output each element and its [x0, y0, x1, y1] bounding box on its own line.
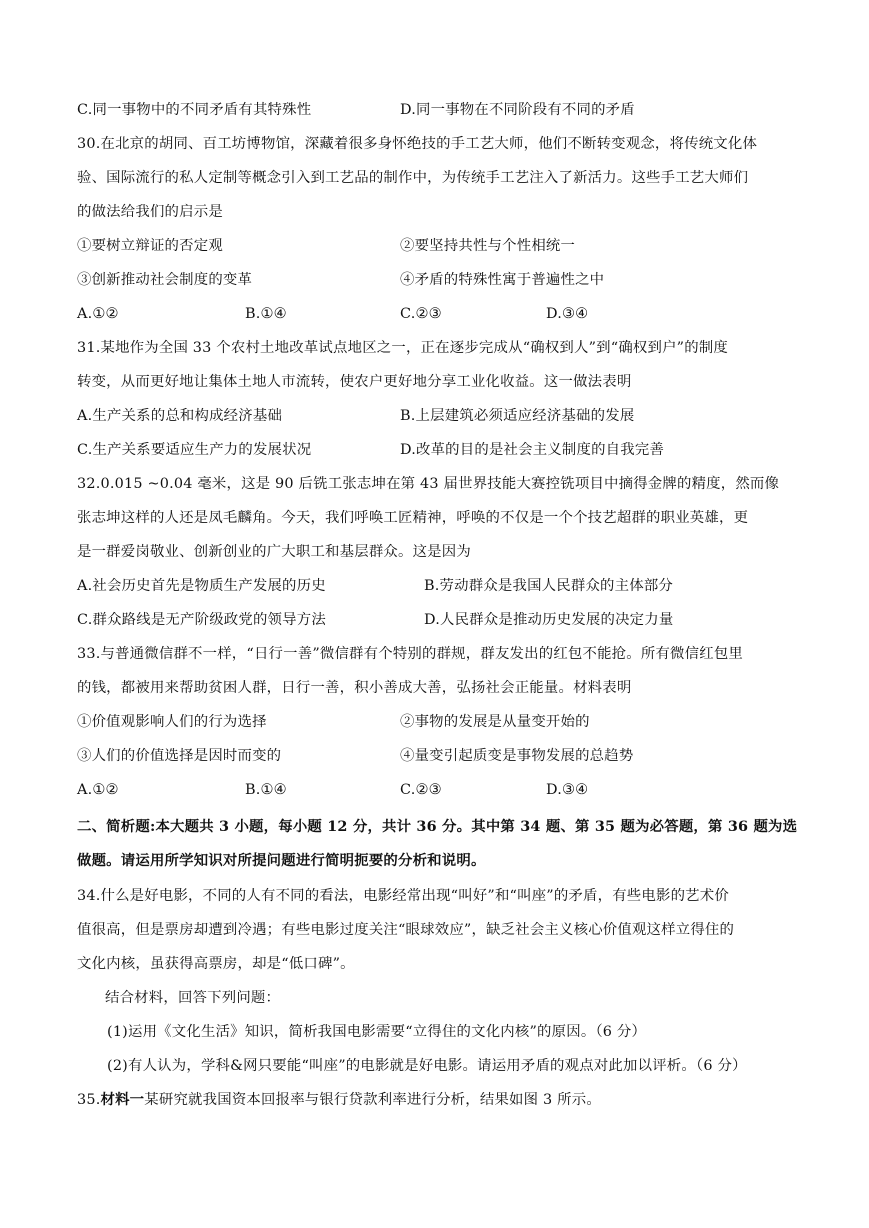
- q34-prompt: 结合材料，回答下列问题：: [105, 990, 281, 1006]
- q32-stem-line-3: 是一群爱岗敬业、创新创业的广大职工和基层群众。这是因为: [77, 544, 471, 560]
- section-heading-line-1: 二、简析题:本大题共 3 小题，每小题 12 分，共计 36 分。其中第 34 题、第 35 题为必答题，第 36 题为选: [77, 818, 798, 835]
- q32-option-a: A.社会历史首先是物质生产发展的历史: [77, 578, 326, 594]
- q33-item-1: ①价值观影响人们的行为选择: [77, 714, 267, 730]
- q29-option-c: C.同一事物中的不同矛盾有其特殊性: [77, 102, 312, 118]
- q30-stem-line-1: 30.在北京的胡同、百工坊博物馆，深藏着很多身怀绝技的手工艺大师，他们不断转变观念，将传统文化体: [77, 136, 758, 152]
- q33-option-b: B.①④: [245, 782, 287, 798]
- q30-stem-line-3: 的做法给我们的启示是: [77, 204, 223, 220]
- q35-stem: [77, 1090, 601, 1110]
- q30-item-2: ②要坚持共性与个性相统一: [400, 238, 576, 254]
- q33-option-c: C.②③: [400, 782, 442, 798]
- q34-stem-line-3: 文化内核，虽获得高票房，却是“低口碑”。: [77, 956, 355, 972]
- q31-option-d: D.改革的目的是社会主义制度的自我完善: [400, 442, 665, 458]
- q31-stem-line-2: 转变，从而更好地让集体土地人市流转，使农户更好地分享工业化收益。这一做法表明: [77, 374, 632, 390]
- q35-number: 35.: [77, 1092, 101, 1108]
- q30-item-3: ③创新推动社会制度的变革: [77, 272, 253, 288]
- q32-stem-line-2: 张志坤这样的人还是凤毛麟角。今天，我们呼唤工匠精神，呼唤的不仅是一个个技艺超群的职业英雄，更: [77, 510, 749, 526]
- q32-option-b: B.劳动群众是我国人民群众的主体部分: [424, 578, 674, 594]
- q32-stem-line-1: 32.0.015 ~0.04 毫米，这是 90 后铣工张志坤在第 43 届世界技能大赛控铣项目中摘得金牌的精度，然而像: [77, 476, 780, 492]
- q32-option-d: D.人民群众是推动历史发展的决定力量: [424, 612, 674, 628]
- q33-item-3: ③人们的价值选择是因时而变的: [77, 748, 282, 764]
- q31-option-c: C.生产关系要适应生产力的发展状况: [77, 442, 312, 458]
- q31-option-a: A.生产关系的总和构成经济基础: [77, 408, 283, 424]
- q30-option-c: C.②③: [400, 306, 442, 322]
- q34-stem-line-1: 34.什么是好电影，不同的人有不同的看法，电影经常出现“叫好”和“叫座”的矛盾，有些电影的艺术价: [77, 888, 729, 904]
- q34-subquestion-1: (1)运用《文化生活》知识，简析我国电影需要“立得住的文化内核”的原因。（6 分）: [107, 1024, 647, 1040]
- q30-option-a: A.①②: [77, 306, 119, 322]
- q30-option-d: D.③④: [546, 306, 589, 322]
- q31-stem-line-1: 31.某地作为全国 33 个农村土地改革试点地区之一，正在逐步完成从“确权到人”到“确权到户”的制度: [77, 340, 729, 356]
- section-heading-line-2: 做题。请运用所学知识对所提问题进行简明扼要的分析和说明。: [77, 852, 486, 869]
- q31-option-b: B.上层建筑必须适应经济基础的发展: [400, 408, 635, 424]
- q33-option-a: A.①②: [77, 782, 119, 798]
- q33-stem-line-1: 33.与普通微信群不一样，“日行一善”微信群有个特别的群规，群友发出的红包不能抢。所有微信红包里: [77, 646, 743, 662]
- q30-option-b: B.①④: [245, 306, 287, 322]
- q33-item-4: ④量变引起质变是事物发展的总趋势: [400, 748, 634, 764]
- q32-option-c: C.群众路线是无产阶级政党的领导方法: [77, 612, 326, 628]
- q30-stem-line-2: 验、国际流行的私人定制等概念引入到工艺品的制作中，为传统手工艺注入了新活力。这些手工艺大师们: [77, 170, 749, 186]
- q33-option-d: D.③④: [546, 782, 589, 798]
- q30-item-1: ①要树立辩证的否定观: [77, 238, 223, 254]
- q33-stem-line-2: 的钱，都被用来帮助贫困人群，日行一善，积小善成大善，弘扬社会正能量。材料表明: [77, 680, 632, 696]
- q35-stem-text: 某研究就我国资本回报率与银行贷款利率进行分析，结果如图 3 所示。: [144, 1092, 601, 1108]
- q34-stem-line-2: 值很高，但是票房却遭到冷遇；有些电影过度关注“眼球效应”，缺乏社会主义核心价值观这样立得住的: [77, 922, 735, 938]
- q30-item-4: ④矛盾的特殊性寓于普遍性之中: [400, 272, 605, 288]
- q33-item-2: ②事物的发展是从量变开始的: [400, 714, 590, 730]
- q29-option-d: D.同一事物在不同阶段有不同的矛盾: [400, 102, 635, 118]
- q35-material-label: 材料一: [100, 1091, 145, 1108]
- q34-subquestion-2: (2)有人认为，学科&网只要能“叫座”的电影就是好电影。请运用矛盾的观点对此加以评析。（6 分）: [107, 1058, 747, 1074]
